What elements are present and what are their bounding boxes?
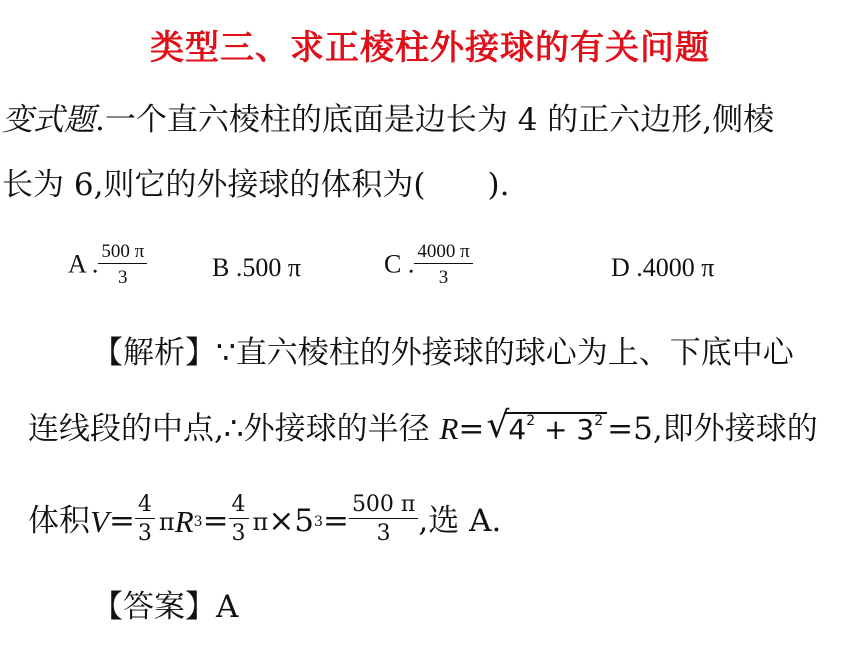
option-c-denominator: 3: [438, 267, 449, 288]
option-b: [212, 253, 301, 283]
equals-4: =: [322, 503, 349, 539]
problem-line-1: [2, 104, 774, 136]
analysis-text-2b: 外接球的半径: [243, 411, 440, 447]
option-a-numerator: 500 π: [98, 242, 147, 264]
fraction-four-thirds-2: [229, 494, 249, 545]
sqrt-base-2: 3: [576, 413, 595, 446]
pi-2: π: [252, 507, 269, 536]
fraction-result: [349, 494, 418, 545]
answer-value: A: [216, 589, 239, 625]
problem-label: 变式题: [2, 102, 95, 137]
analysis-line-3: 体积 V = $\frac{4}{3}$ π R 3 = $\frac{4}{3}$ π ×5 3 = $\frac{500 \pi}{3}$ ,选 A.: [28, 492, 502, 546]
analysis-line-2: [28, 405, 818, 447]
option-b-letter: B .: [212, 253, 243, 282]
radius-sqrt: [486, 405, 607, 446]
equals-1: =: [458, 411, 485, 447]
equals-2: =: [108, 503, 135, 539]
problem-text-2: 长为 6,则它的外接球的体积为( ).: [2, 167, 510, 203]
option-a-fraction: [98, 242, 147, 287]
option-a-letter: A .: [68, 249, 99, 279]
option-d-value: 4000 π: [642, 253, 715, 282]
option-a: [68, 241, 147, 289]
sqrt-sign: √: [486, 405, 510, 446]
analysis-text-1: 直六棱柱的外接球的球心为上、下底中心: [235, 335, 794, 371]
fraction-2-denominator: 3: [231, 521, 246, 546]
times-five: ×5: [268, 503, 315, 539]
fraction-1-numerator: 4: [135, 494, 155, 519]
problem-line-2: [2, 167, 510, 203]
pi-1: π: [158, 507, 175, 536]
option-c-letter: C .: [384, 249, 415, 279]
analysis-text-3a: 体积: [28, 503, 90, 539]
analysis-label: 【解析】: [92, 335, 216, 371]
equals-3: =: [202, 503, 229, 539]
option-d: [611, 253, 714, 283]
fraction-1-denominator: 3: [137, 521, 152, 546]
option-c: [384, 241, 473, 289]
fraction-3-denominator: 3: [376, 521, 391, 546]
analysis-line-1: [92, 335, 794, 371]
radius-symbol: R: [439, 411, 459, 446]
analysis-text-3b: ,选 A.: [418, 503, 502, 539]
analysis-text-2c: =5,即外接球的: [607, 411, 818, 447]
answer-label: 【答案】: [92, 589, 216, 625]
answer-line: [92, 589, 239, 625]
fraction-3-numerator: 500 π: [349, 494, 418, 519]
since-symbol: ∵: [216, 335, 236, 371]
sqrt-radicand: [504, 412, 607, 444]
sqrt-exp-1: 2: [526, 413, 536, 429]
option-a-denominator: 3: [118, 267, 128, 288]
sqrt-base-1: 4: [508, 413, 527, 446]
fraction-2-numerator: 4: [229, 494, 249, 519]
fraction-four-thirds-1: [135, 494, 155, 545]
sqrt-plus: +: [535, 413, 577, 446]
option-d-letter: D .: [611, 253, 643, 282]
volume-symbol: V: [90, 504, 109, 539]
option-b-value: 500 π: [242, 253, 301, 282]
option-c-numerator: 4000 π: [414, 242, 472, 264]
radius-symbol-2: R: [174, 504, 194, 539]
problem-text-1: .一个直六棱柱的底面是边长为 4 的正六边形,侧棱: [95, 102, 775, 138]
option-c-fraction: [414, 242, 472, 287]
analysis-text-2a: 连线段的中点,: [28, 411, 224, 447]
therefore-symbol: ∴: [223, 411, 244, 447]
page-title: 类型三、求正棱柱外接球的有关问题: [150, 28, 710, 68]
sqrt-exp-2: 2: [594, 413, 604, 429]
